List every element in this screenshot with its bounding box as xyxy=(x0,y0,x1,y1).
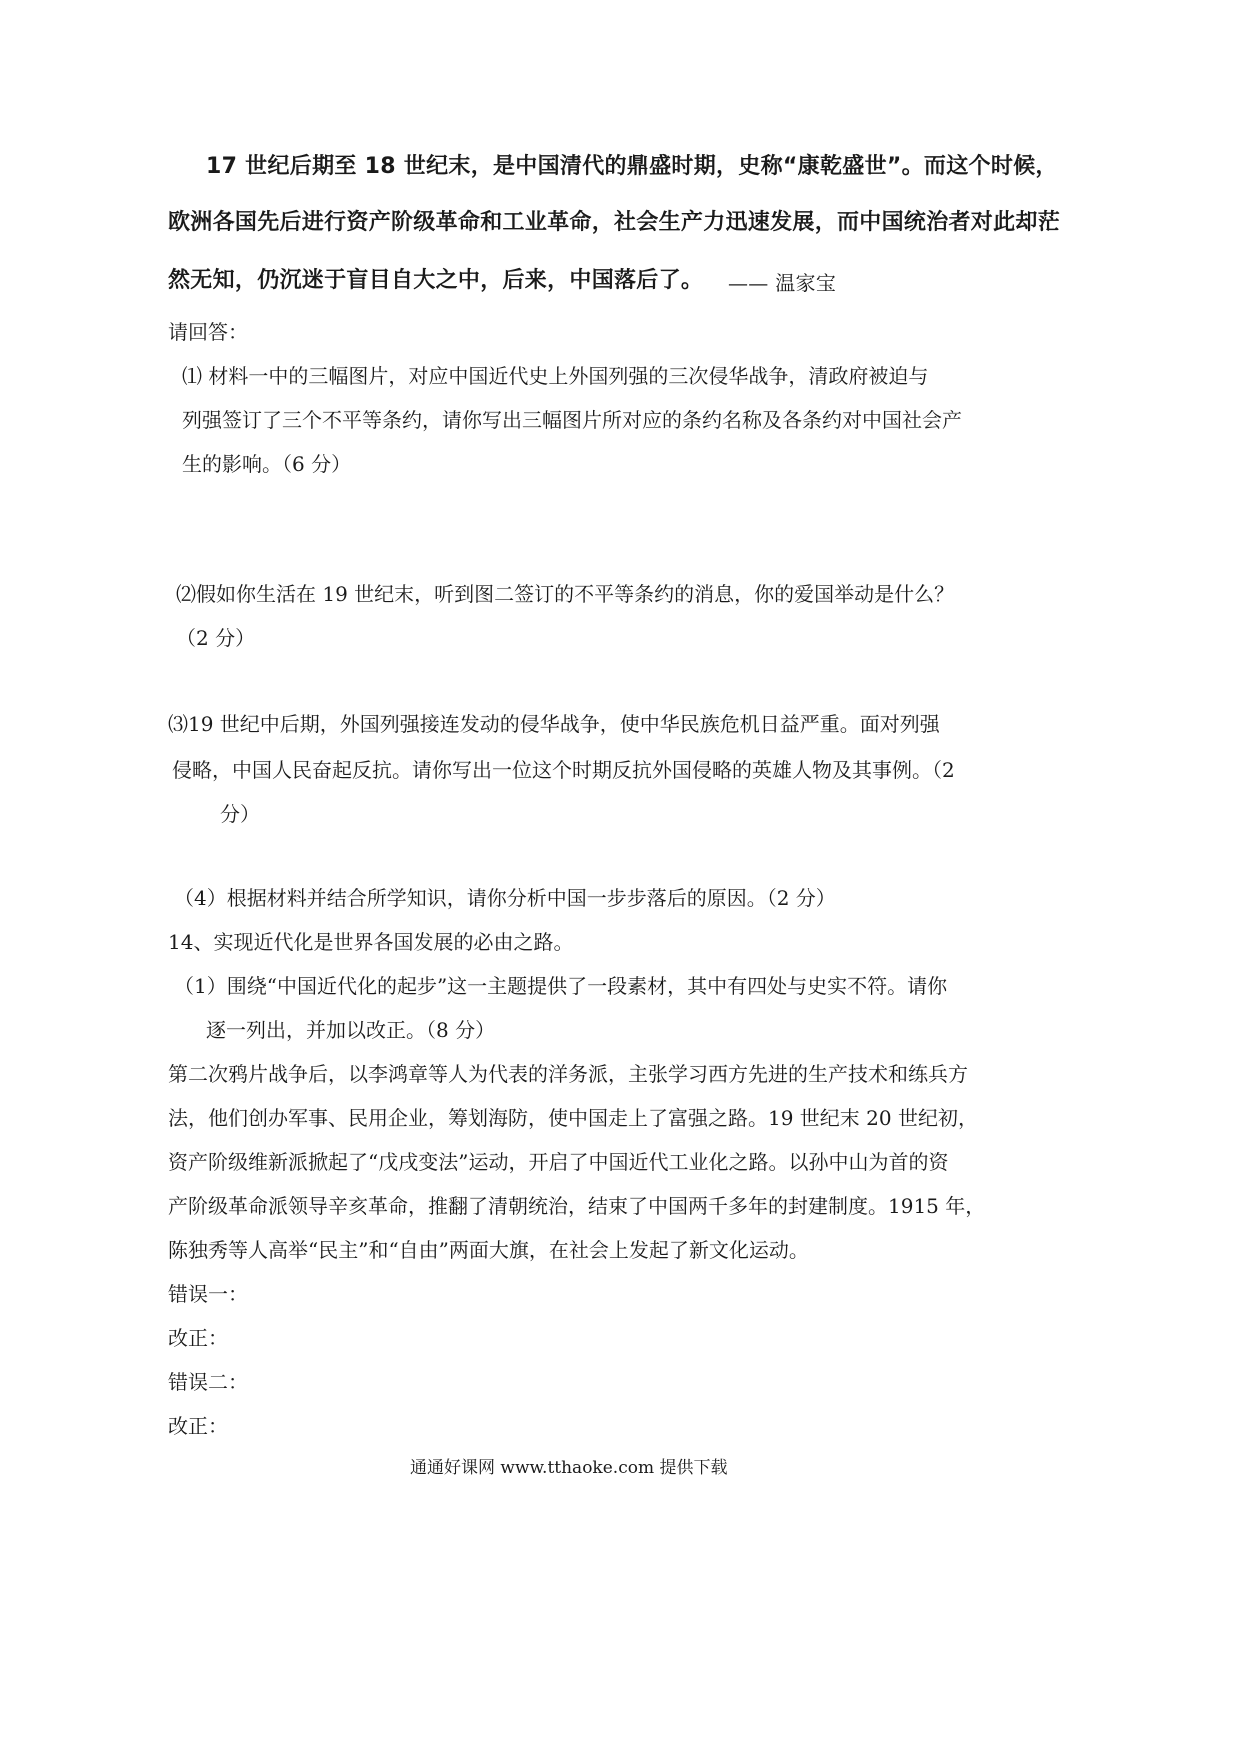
fix-one-label: 改正： xyxy=(168,1326,228,1350)
q13-part2-line-2: （2 分） xyxy=(176,626,256,650)
q13-part4: （4）根据材料并结合所学知识，请你分析中国一步步落后的原因。（2 分） xyxy=(174,886,836,910)
q13-part3-line-2: 侵略，中国人民奋起反抗。请你写出一位这个时期反抗外国侵略的英雄人物及其事例。（2 xyxy=(172,758,955,782)
q13-part1-line-3: 生的影响。（6 分） xyxy=(182,452,352,476)
quote-line-3: 然无知，仍沉迷于盲目自大之中，后来，中国落后了。 xyxy=(168,268,704,293)
q13-part3-line-3: 分） xyxy=(220,802,260,826)
q13-part1-line-1: ⑴ 材料一中的三幅图片，对应中国近代史上外国列强的三次侵华战争，清政府被迫与 xyxy=(182,364,929,388)
q13-part2-line-1: ⑵假如你生活在 19 世纪末，听到图二签订的不平等条约的消息，你的爱国举动是什么？ xyxy=(176,582,955,606)
error-one-label: 错误一： xyxy=(168,1282,248,1306)
quote-line-2: 欧洲各国先后进行资产阶级革命和工业革命，社会生产力迅速发展，而中国统治者对此却茫 xyxy=(168,210,1061,235)
passage-line-1: 第二次鸦片战争后，以李鸿章等人为代表的洋务派，主张学习西方先进的生产技术和练兵方 xyxy=(168,1062,968,1086)
page-footer: 通通好课网 www.tthaoke.com 提供下载 xyxy=(410,1458,728,1478)
passage-line-4: 产阶级革命派领导辛亥革命，推翻了清朝统治，结束了中国两千多年的封建制度。1915 年， xyxy=(168,1194,986,1218)
passage-line-5: 陈独秀等人高举“民主”和“自由”两面大旗，在社会上发起了新文化运动。 xyxy=(168,1238,809,1262)
prompt-label: 请回答： xyxy=(168,320,248,344)
quote-author: —— 温家宝 xyxy=(728,271,837,295)
q13-part3-line-1: ⑶19 世纪中后期，外国列强接连发动的侵华战争，使中华民族危机日益严重。面对列强 xyxy=(168,712,940,736)
q14-title: 14、实现近代化是世界各国发展的必由之路。 xyxy=(168,930,574,954)
error-two-label: 错误二： xyxy=(168,1370,248,1394)
q14-part1-line-2: 逐一列出，并加以改正。（8 分） xyxy=(206,1018,496,1042)
fix-two-label: 改正： xyxy=(168,1414,228,1438)
q13-part1-line-2: 列强签订了三个不平等条约，请你写出三幅图片所对应的条约名称及各条约对中国社会产 xyxy=(182,408,962,432)
quote-line-1: 17 世纪后期至 18 世纪末，是中国清代的鼎盛时期，史称“康乾盛世”。而这个时候， xyxy=(206,154,1058,179)
passage-line-2: 法，他们创办军事、民用企业，筹划海防，使中国走上了富强之路。19 世纪末 20 世纪初， xyxy=(168,1106,978,1130)
q14-part1-line-1: （1）围绕“中国近代化的起步”这一主题提供了一段素材，其中有四处与史实不符。请你 xyxy=(174,974,948,998)
passage-line-3: 资产阶级维新派掀起了“戊戌变法”运动，开启了中国近代工业化之路。以孙中山为首的资 xyxy=(168,1150,949,1174)
